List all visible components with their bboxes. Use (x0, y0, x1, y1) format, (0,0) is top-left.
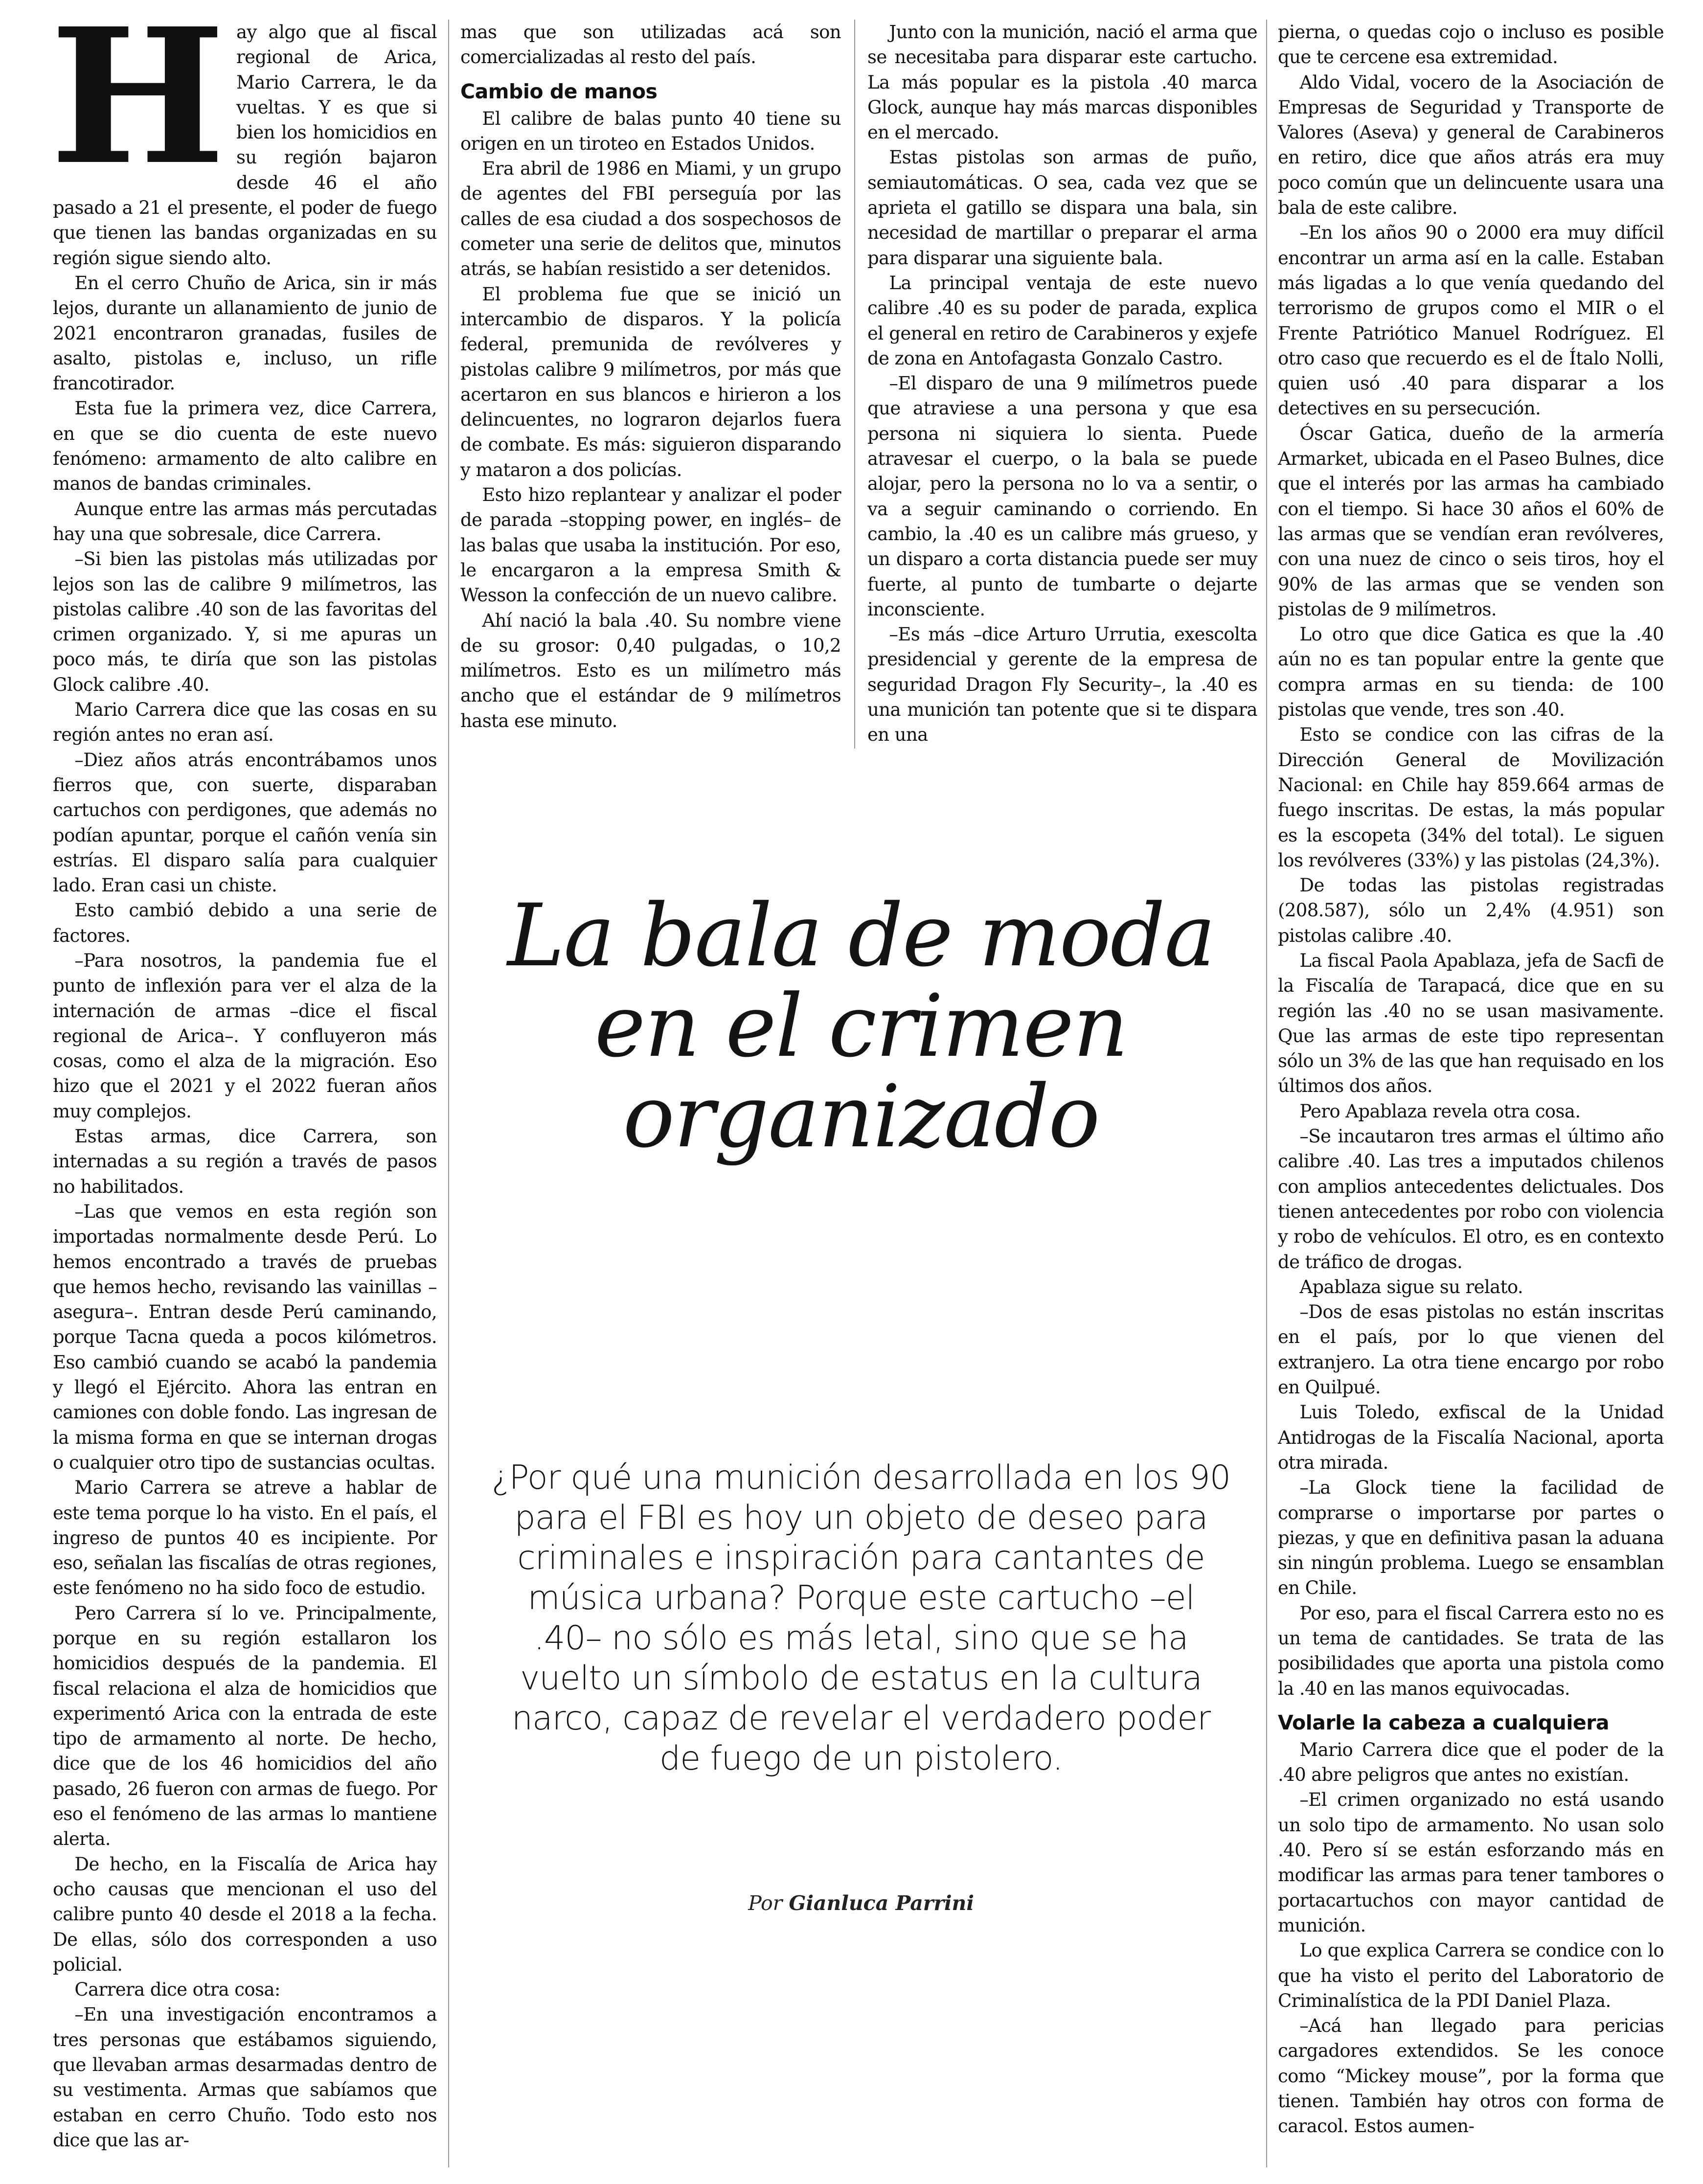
paragraph: Esta fue la primera vez, dice Carrera, en que se dio cuenta de este nuevo fenómeno: armamento de alto calibre en manos de bandas criminales. (53, 398, 437, 495)
paragraph: La fiscal Paola Apablaza, jefa de Sacfi de la Fiscalía de Tarapacá, dice que en su región las .40 no se usan masivamente. Que las armas de este tipo representan sólo un 3% de las que han requisado en los últimos dos años. (1278, 950, 1664, 1097)
paragraph: –La Glock tiene la facilidad de comprarse o importarse por partes o piezas, y que en definitiva pasan la aduana sin ningún problema. Luego se ensamblan en Chile. (1278, 1477, 1664, 1599)
paragraph: En el cerro Chuño de Arica, sin ir más lejos, durante un allanamiento de junio de 2021 encontraron granadas, fusiles de asalto, pistolas e, incluso, un rifle francotirador. (53, 272, 437, 394)
paragraph: Era abril de 1986 en Miami, y un grupo de agentes del FBI perseguía por las calles de esa ciudad a dos sospechosos de cometer una serie de delitos que, minutos atrás, se habían resistido a ser detenidos. (460, 158, 841, 280)
paragraph: –Es más –dice Arturo Urrutia, exescolta presidencial y gerente de la empresa de seguridad Dragon Fly Security–, la .40 es una munición tan potente que si te dispara en una (867, 624, 1257, 746)
continued-paragraph: pierna, o quedas cojo o incluso es posible que te cercene esa extremidad. (1278, 22, 1664, 68)
subheading: Volarle la cabeza a cualquiera (1278, 1710, 1610, 1734)
paragraph: Pero Carrera sí lo ve. Principalmente, porque en su región estallaron los homicidios después de la pandemia. El fiscal relaciona el alza de homicidios que experimentó Arica con la entrada de este tipo de armamento al norte. De hecho, dice que de los 46 homicidios del año pasado, 26 fueron con armas de fuego. Por eso el fenómeno de las armas lo mantiene alerta. (53, 1602, 437, 1850)
paragraph: Esto se condice con las cifras de la Dirección General de Movilización Nacional: en Chile hay 859.664 armas de fuego inscritas. De estas, la más popular es la escopeta (34% del total). Le siguen los revólveres (33%) y las pistolas (24,3%). (1278, 724, 1664, 871)
paragraph: De hecho, en la Fiscalía de Arica hay ocho causas que mencionan el uso del calibre punto 40 desde el 2018 a la fecha. De ellas, sólo dos corresponden a uso policial. (53, 1853, 437, 1975)
column-rule (1266, 20, 1267, 2167)
lead-paragraph: Hay algo que al fiscal regional de Arica, Mario Carrera, le da vueltas. Y es que si bien los homicidios en su región bajaron desde 46 el año pasado a 21 el presente, el poder de fuego que tienen las bandas organizadas en su región sigue siendo alto. (50, 0, 437, 269)
paragraph: Carrera dice otra cosa: (74, 1979, 280, 2001)
headline: La bala de moda en el crimen organizado (507, 886, 1215, 1167)
paragraph: Mario Carrera se atreve a hablar de este tema porque lo ha visto. En el país, el ingreso de puntos 40 es incipiente. Por eso, señalan las fiscalías de otras regiones, este fenómeno no ha sido foco de estudio. (53, 1477, 437, 1599)
paragraph: El problema fue que se inició un intercambio de disparos. Y la policía federal, premunida de revólveres y pistolas calibre 9 milímetros, por más que acertaron en sus blancos e hirieron a los delincuentes, no lograron dejarlos fuera de combate. Es más: siguieron disparando y mataron a dos policías. (460, 283, 841, 480)
paragraph: El calibre de balas punto 40 tiene su origen en un tiroteo en Estados Unidos. (460, 108, 841, 154)
paragraph: Aldo Vidal, vocero de la Asociación de Empresas de Seguridad y Transporte de Valores (Aseva) y general de Carabineros en retiro, dice que años atrás era muy poco común que un delincuente usara una bala de este calibre. (1278, 71, 1664, 219)
paragraph: Apablaza sigue su relato. (1299, 1276, 1523, 1297)
paragraph: Lo otro que dice Gatica es que la .40 aún no es tan popular entre la gente que compra armas en su tienda: de 100 pistolas que vende, tres son .40. (1278, 624, 1664, 721)
byline (489, 1891, 1233, 1915)
paragraph: –Si bien las pistolas más utilizadas por lejos son las de calibre 9 milímetros, las pistolas calibre .40 son de las favoritas del crimen organizado. Y, si me apuras un poco más, te diría que son las pistolas Glock calibre .40. (53, 548, 437, 695)
column-rule (854, 20, 855, 749)
paragraph: –Para nosotros, la pandemia fue el punto de inflexión para ver el alza de la internación de armas –dice el fiscal regional de Arica–. Y confluyeron más cosas, como el alza de la migración. Eso hizo que el 2021 y el 2022 fueran años muy complejos. (53, 950, 437, 1122)
paragraph: Luis Toledo, exfiscal de la Unidad Antidrogas de la Fiscalía Nacional, aporta otra mirada. (1278, 1402, 1664, 1473)
byline-prefix: Por (748, 1891, 783, 1915)
drop-cap: H (50, 0, 226, 206)
paragraph: –Acá han llegado para pericias cargadores extendidos. Se les conoce como “Mickey mouse”, por la forma que tienen. También hay otros con forma de caracol. Estos aumen- (1278, 2015, 1664, 2137)
paragraph: –El disparo de una 9 milímetros puede que atraviese a una persona y que esa persona ni siquiera lo sienta. Puede atravesar el cuerpo, o la bala se puede alojar, pero la persona no lo va a sentir, o va a seguir caminando o corriendo. En cambio, la .40 es un calibre más grueso, y un disparo a corta distancia puede ser muy fuerte, al punto de tumbarte o dejarte inconsciente. (867, 373, 1257, 620)
article-column-2 (460, 20, 841, 733)
paragraph: –Se incautaron tres armas el último año calibre .40. Las tres a imputados chilenos con amplios antecedentes delictuales. Dos tienen antecedentes por robo con violencia y robo de vehículos. El otro, es en contexto de tráfico de drogas. (1278, 1126, 1664, 1273)
paragraph: Estas armas, dice Carrera, son internadas a su región a través de pasos no habilitados. (53, 1126, 437, 1197)
paragraph: –Dos de esas pistolas no están inscritas en el país, por lo que vienen del extranjero. La otra tiene encargo por robo en Quilpué. (1278, 1301, 1664, 1398)
continued-paragraph: mas que son utilizadas acá son comercializadas al resto del país. (460, 22, 841, 68)
paragraph: –Las que vemos en esta región son importadas normalmente desde Perú. Lo hemos encontrado a través de pruebas que hemos hecho, revisando las vainillas –asegura–. Entran desde Perú caminando, porque Tacna queda a pocos kilómetros. Eso cambió cuando se acabó la pandemia y llegó el Ejército. Ahora las entran en camiones con doble fondo. Las ingresan de la misma forma en que se internan drogas o cualquier otro tipo de sustancias ocultas. (53, 1201, 437, 1473)
paragraph: Pero Apablaza revela otra cosa. (1299, 1100, 1581, 1122)
byline-author: Gianluca Parrini (789, 1891, 974, 1915)
paragraph: Lo que explica Carrera se condice con lo que ha visto el perito del Laboratorio de Criminalística de la PDI Daniel Plaza. (1278, 1940, 1664, 2011)
paragraph: De todas las pistolas registradas (208.587), sólo un 2,4% (4.951) son pistolas calibre .40. (1278, 875, 1664, 946)
paragraph: Esto hizo replantear y analizar el poder de parada –stopping power, en inglés– de las balas que usaba la institución. Por eso, le encargaron a la empresa Smith & Wesson la confección de un nuevo calibre. (460, 484, 841, 606)
paragraph: Por eso, para el fiscal Carrera esto no es un tema de cantidades. Se trata de las posibilidades que aporta una pistola como la .40 en las manos equivocadas. (1278, 1602, 1664, 1699)
paragraph: –El crimen organizado no está usando un solo tipo de armamento. No usan solo .40. Pero sí se están esforzando más en modificar las armas para tener tambores o portacartuchos con mayor cantidad de munición. (1278, 1789, 1664, 1936)
article-column-4 (1278, 20, 1664, 2139)
paragraph: Óscar Gatica, dueño de la armería Armarket, ubicada en el Paseo Bulnes, dice que el interés por las armas ha cambiado con el tiempo. Si hace 30 años el 60% de las armas que se vendían eran revólveres, con una nuez de cinco o seis tiros, hoy el 90% de las armas que se venden son pistolas de 9 milímetros. (1278, 423, 1664, 620)
paragraph: Mario Carrera dice que las cosas en su región antes no eran así. (53, 699, 437, 746)
paragraph: Mario Carrera dice que el poder de la .40 abre peligros que antes no existían. (1278, 1739, 1664, 1786)
paragraph: Junto con la munición, nació el arma que se necesitaba para disparar este cartucho. La más popular es la pistola .40 marca Glock, aunque hay más marcas disponibles en el mercado. (867, 22, 1257, 143)
paragraph: Estas pistolas son armas de puño, semiautomáticas. O sea, cada vez que se aprieta el gatillo se dispara una bala, sin necesidad de martillar o preparar el arma para disparar una siguiente bala. (867, 147, 1257, 269)
paragraph: La principal ventaja de este nuevo calibre .40 es su poder de parada, explica el general en retiro de Carabineros y exjefe de zona en Antofagasta Gonzalo Castro. (867, 272, 1257, 369)
paragraph: Aunque entre las armas más percutadas hay una que sobresale, dice Carrera. (53, 498, 437, 545)
paragraph: Ahí nació la bala .40. Su nombre viene de su grosor: 0,40 pulgadas, o 10,2 milímetros. Esto es un milímetro más ancho que el estándar de 9 milímetros hasta ese minuto. (460, 610, 841, 731)
paragraph: Esto cambió debido a una serie de factores. (53, 900, 437, 946)
paragraph: –En una investigación encontramos a tres personas que estábamos siguiendo, que llevaban armas desarmadas dentro de su vestimenta. Armas que sabíamos que estaban en cerro Chuño. Todo esto nos dice que las ar- (53, 2004, 437, 2151)
subheading: Cambio de manos (460, 79, 658, 103)
column-rule (448, 20, 449, 2167)
article-column-3 (867, 20, 1257, 748)
paragraph: –Diez años atrás encontrábamos unos fierros que, con suerte, disparaban cartuchos con perdigones, que además no podían apuntar, porque el cañón venía sin estrías. El disparo salía para cualquier lado. Eran casi un chiste. (53, 749, 437, 896)
article-column-1 (50, 0, 437, 2153)
paragraph: –En los años 90 o 2000 era muy difícil encontrar un arma así en la calle. Estaban más ligadas a lo que venía quedando del terrorismo de grupos como el MIR o el Frente Patriótico Manuel Rodríguez. El otro caso que recuerdo es el de Ítalo Nolli, quien usó .40 para disparar a los detectives en su persecución. (1278, 222, 1664, 419)
deck: ¿Por qué una munición desarrollada en los 90 para el FBI es hoy un objeto de deseo para criminales e inspiración para cantantes de música urbana? Porque este cartucho –el .40– no sólo es más letal, sino que se ha vuelto un símbolo de estatus en la cultura narco, capaz de revelar el verdadero poder de fuego de un pistolero. (492, 1458, 1230, 1778)
